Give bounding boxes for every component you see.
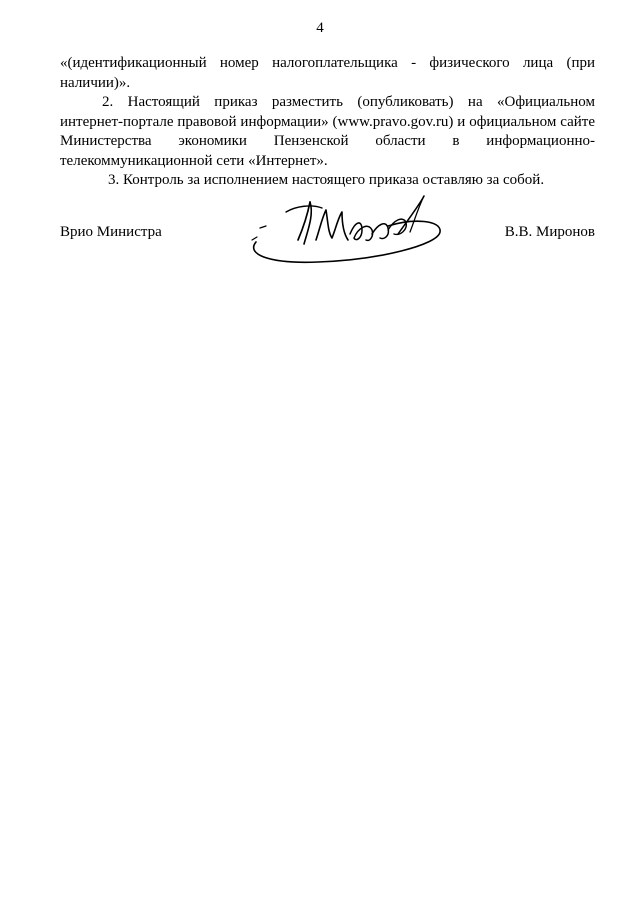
paragraph-1: «(идентификационный номер налогоплательщика - физического лица (при наличии)». [60,55,595,91]
document-body [60,54,595,191]
handwritten-signature [238,190,448,270]
signatory-position: Врио Министра [60,224,162,240]
paragraph-2: 2. Настоящий приказ разместить (опубликовать) на «Официальном интернет-портале правовой информации» (www.pravo.gov.ru) и официальном сайте Министерства экономики Пензенской области в информационно-телекоммуникационной сети «Интернет». [60,94,595,169]
page-number: 4 [316,20,324,36]
signatory-name: В.В. Миронов [504,224,595,240]
paragraph-3: 3. Контроль за исполнением настоящего приказа оставляю за собой. [108,172,545,188]
